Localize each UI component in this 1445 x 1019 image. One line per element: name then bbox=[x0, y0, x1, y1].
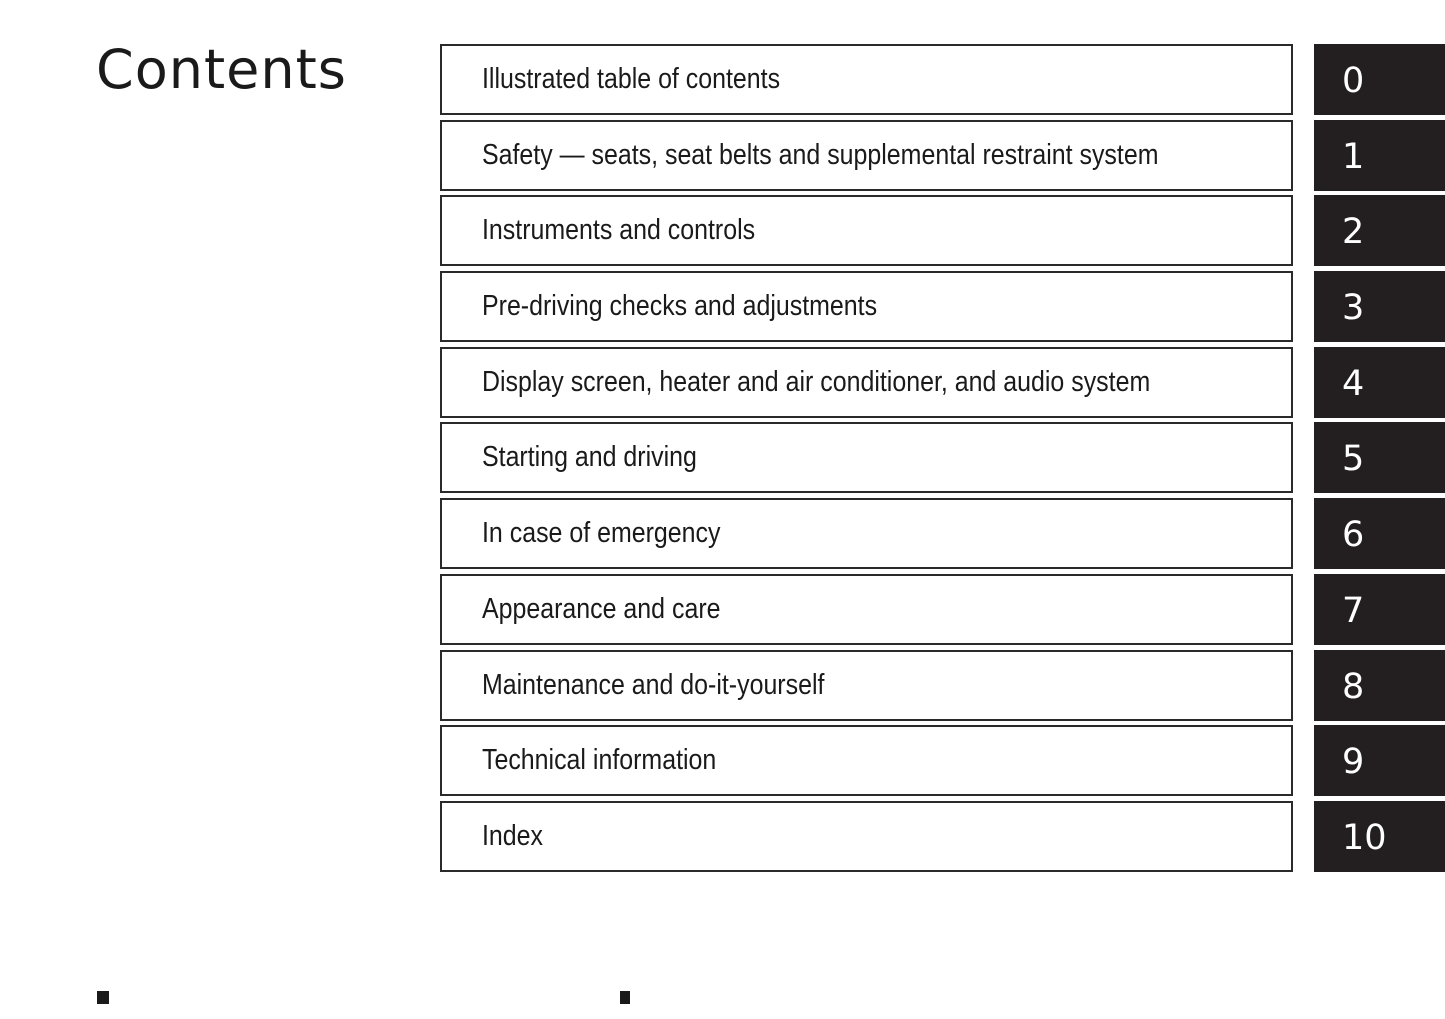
toc-section-tab[interactable] bbox=[1314, 498, 1445, 569]
toc-row-2[interactable] bbox=[440, 195, 1445, 266]
toc-section-tab[interactable] bbox=[1314, 44, 1445, 115]
toc-entry-label: Maintenance and do-it-yourself bbox=[482, 668, 825, 701]
toc-entry-label: In case of emergency bbox=[482, 517, 721, 550]
toc-section-tab[interactable] bbox=[1314, 725, 1445, 796]
toc-entry-box[interactable] bbox=[440, 44, 1293, 115]
toc-row-6[interactable] bbox=[440, 498, 1445, 569]
crop-mark-right bbox=[620, 991, 630, 1004]
toc-entry-label: Starting and driving bbox=[482, 441, 697, 474]
toc-section-number: 3 bbox=[1342, 288, 1365, 329]
toc-row-9[interactable] bbox=[440, 725, 1445, 796]
toc-section-number: 5 bbox=[1342, 439, 1365, 480]
toc-entry-label: Pre-driving checks and adjustments bbox=[482, 290, 878, 323]
page-title: Contents bbox=[96, 38, 347, 101]
toc-section-tab[interactable] bbox=[1314, 574, 1445, 645]
toc-entry-label: Illustrated table of contents bbox=[482, 63, 781, 95]
toc-entry-box[interactable] bbox=[440, 801, 1293, 872]
toc-entry-label: Appearance and care bbox=[482, 592, 721, 625]
toc-row-0[interactable] bbox=[440, 44, 1445, 115]
toc-entry-box[interactable] bbox=[440, 271, 1293, 342]
table-of-contents bbox=[440, 44, 1445, 877]
toc-section-number: 10 bbox=[1342, 817, 1387, 858]
toc-row-4[interactable] bbox=[440, 347, 1445, 418]
toc-section-tab[interactable] bbox=[1314, 195, 1445, 266]
toc-entry-label: Technical information bbox=[482, 744, 717, 777]
toc-section-number: 2 bbox=[1342, 212, 1365, 253]
toc-entry-box[interactable] bbox=[440, 498, 1293, 569]
toc-section-tab[interactable] bbox=[1314, 650, 1445, 721]
toc-row-1[interactable] bbox=[440, 120, 1445, 191]
toc-row-5[interactable] bbox=[440, 422, 1445, 493]
toc-section-number: 0 bbox=[1342, 61, 1365, 101]
toc-entry-label: Instruments and controls bbox=[482, 214, 756, 247]
toc-section-tab[interactable] bbox=[1314, 271, 1445, 342]
toc-entry-box[interactable] bbox=[440, 574, 1293, 645]
toc-section-number: 9 bbox=[1342, 742, 1365, 783]
toc-section-number: 7 bbox=[1342, 590, 1365, 631]
toc-section-tab[interactable] bbox=[1314, 347, 1445, 418]
toc-entry-box[interactable] bbox=[440, 120, 1293, 191]
toc-entry-box[interactable] bbox=[440, 347, 1293, 418]
toc-entry-label: Safety — seats, seat belts and supplemental restraint system bbox=[482, 138, 1159, 171]
toc-row-3[interactable] bbox=[440, 271, 1445, 342]
toc-entry-label: Display screen, heater and air conditioner, and audio system bbox=[482, 365, 1151, 398]
toc-section-number: 1 bbox=[1342, 136, 1365, 177]
toc-row-7[interactable] bbox=[440, 574, 1445, 645]
toc-section-number: 6 bbox=[1342, 515, 1365, 556]
toc-section-number: 4 bbox=[1342, 363, 1365, 404]
toc-section-tab[interactable] bbox=[1314, 801, 1445, 872]
toc-entry-label: Index bbox=[482, 819, 544, 852]
toc-entry-box[interactable] bbox=[440, 422, 1293, 493]
toc-section-tab[interactable] bbox=[1314, 120, 1445, 191]
toc-row-10[interactable] bbox=[440, 801, 1445, 872]
toc-entry-box[interactable] bbox=[440, 195, 1293, 266]
toc-section-tab[interactable] bbox=[1314, 422, 1445, 493]
crop-mark-left bbox=[97, 991, 109, 1004]
toc-section-number: 8 bbox=[1342, 666, 1365, 707]
toc-entry-box[interactable] bbox=[440, 725, 1293, 796]
toc-entry-box[interactable] bbox=[440, 650, 1293, 721]
toc-row-8[interactable] bbox=[440, 650, 1445, 721]
